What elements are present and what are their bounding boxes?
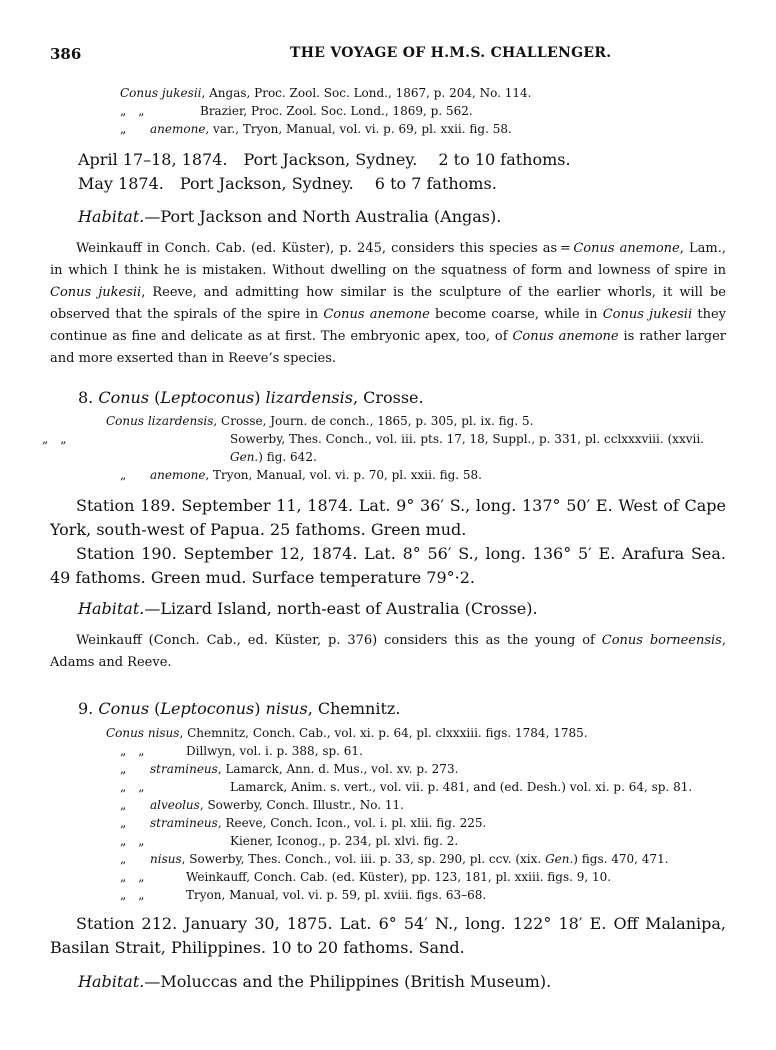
synonym-reference: , Tryon, Manual, vol. vi. p. 70, pl. xxii. fig. 58. bbox=[205, 468, 482, 482]
ditto-mark: „ bbox=[120, 816, 127, 830]
synonym-entry bbox=[106, 724, 726, 742]
synonym-reference: , Reeve, Conch. Icon., vol. i. pl. xlii. fig. 225. bbox=[217, 816, 487, 830]
station-record: Station 212. January 30, 1875. Lat. 6° 54′ N., long. 122° 18′ E. Off Malanipa, Basilan Strait, Philippines. 10 to 20 fathoms. Sand. bbox=[50, 914, 726, 957]
taxon-name: Conus anemone bbox=[573, 241, 680, 256]
page-header bbox=[50, 45, 730, 65]
ditto-mark: „ bbox=[120, 798, 127, 812]
synonym-reference: , Angas, Proc. Zool. Soc. Lond., 1867, p. 204, No. 114. bbox=[201, 86, 532, 100]
habitat-text: —Lizard Island, north-east of Australia (Crosse). bbox=[144, 599, 538, 618]
species-number: 8. bbox=[78, 388, 94, 407]
synonym-entry bbox=[120, 102, 720, 120]
species-author: , Chemnitz. bbox=[307, 699, 401, 718]
taxon-name: stramineus bbox=[150, 816, 218, 830]
station-record: May 1874. Port Jackson, Sydney. 6 to 7 fathoms. bbox=[78, 174, 497, 193]
taxon-name: Conus anemone bbox=[323, 307, 430, 322]
synonym-entry bbox=[120, 760, 726, 778]
synonymy-list bbox=[42, 412, 726, 484]
taxon-name: Conus anemone bbox=[512, 329, 619, 344]
ditto-mark: „ bbox=[120, 762, 127, 776]
synonym-reference: Brazier, Proc. Zool. Soc. Lond., 1869, p. 562. bbox=[200, 104, 473, 118]
genus-name: Conus bbox=[98, 388, 150, 407]
synonym-entry bbox=[120, 886, 726, 904]
species-heading: 8. Conus (Leptoconus) lizardensis, Crosse. bbox=[78, 388, 424, 407]
habitat-text: —Moluccas and the Philippines (British Museum). bbox=[144, 972, 552, 991]
ditto-mark: „ bbox=[120, 852, 127, 866]
species-author: , Crosse. bbox=[352, 388, 424, 407]
ditto-mark: „ „ bbox=[120, 744, 145, 758]
synonym-reference: Tryon, Manual, vol. vi. p. 59, pl. xviii. figs. 63–68. bbox=[186, 888, 487, 902]
habitat-text: —Port Jackson and North Australia (Angas). bbox=[144, 207, 502, 226]
taxon-name: Conus jukesii bbox=[50, 285, 142, 300]
ditto-mark: „ „ bbox=[120, 834, 145, 848]
ditto-mark: „ bbox=[120, 122, 127, 136]
species-number: 9. bbox=[78, 699, 94, 718]
ditto-mark: „ bbox=[120, 468, 127, 482]
ditto-mark: „ „ bbox=[120, 780, 145, 794]
station-record: April 17–18, 1874. Port Jackson, Sydney. 2 to 10 fathoms. bbox=[78, 150, 571, 169]
taxon-name: anemone bbox=[150, 122, 206, 136]
taxon-name: Conus borneensis bbox=[601, 633, 722, 648]
synonym-entry bbox=[120, 466, 726, 484]
subgenus-name: Leptoconus bbox=[160, 388, 255, 407]
habitat-label: Habitat. bbox=[78, 207, 145, 226]
habitat-line bbox=[78, 971, 551, 993]
taxon-name: Conus nisus bbox=[106, 726, 180, 740]
station-records bbox=[50, 494, 726, 590]
synonym-entry bbox=[120, 120, 720, 138]
taxon-name: Conus lizardensis bbox=[106, 414, 214, 428]
synonymy-list bbox=[106, 724, 726, 904]
ditto-mark: „ „ bbox=[42, 432, 67, 446]
station-records bbox=[50, 912, 726, 960]
taxon-name: nisus bbox=[150, 852, 182, 866]
taxon-name: anemone bbox=[150, 468, 206, 482]
running-head: THE VOYAGE OF H.M.S. CHALLENGER. bbox=[290, 45, 612, 61]
station-record: Station 189. September 11, 1874. Lat. 9° 36′ S., long. 137° 50′ E. West of Cape York, south-west of Papua. 25 fathoms. Green mud. bbox=[50, 496, 726, 539]
subgenus-name: Leptoconus bbox=[160, 699, 255, 718]
species-name: nisus bbox=[265, 699, 308, 718]
synonym-reference: Lamarck, Anim. s. vert., vol. vii. p. 481, and (ed. Desh.) vol. xi. p. 64, sp. 81. bbox=[230, 780, 693, 794]
synonym-entry bbox=[120, 868, 726, 886]
remark-paragraph: Weinkauff in Conch. Cab. (ed. Küster), p. 245, considers this species as = Conus anemone, Lam., in which I think he is mistaken. Without dwelling on the squatness of form and lowness of spire in Conus jukesii, Reeve, and admitting how similar is the sculpture of the earlier whorls, it will be observed that the spirals of the spire in Conus anemone become coarse, while in Conus jukesii they continue as fine and delicate as at first. The embryonic apex, too, of Conus anemone is rather larger and more exserted than in Reeve’s species. bbox=[50, 241, 726, 366]
synonym-reference: , Lamarck, Ann. d. Mus., vol. xv. p. 273. bbox=[217, 762, 459, 776]
synonym-entry bbox=[120, 84, 720, 102]
synonym-reference: , Sowerby, Thes. Conch., vol. iii. p. 33, sp. 290, pl. ccv. (xix. bbox=[181, 852, 542, 866]
taxon-name: stramineus bbox=[150, 762, 218, 776]
species-name: lizardensis bbox=[265, 388, 353, 407]
habitat-label: Habitat. bbox=[78, 599, 145, 618]
taxon-name: alveolus bbox=[150, 798, 200, 812]
synonym-reference: Weinkauff, Conch. Cab. (ed. Küster), pp. 123, 181, pl. xxiii. figs. 9, 10. bbox=[186, 870, 612, 884]
page-number: 386 bbox=[50, 45, 82, 63]
synonymy-list bbox=[120, 84, 720, 138]
synonym-reference: , Chemnitz, Conch. Cab., vol. xi. p. 64, pl. clxxxiii. figs. 1784, 1785. bbox=[179, 726, 588, 740]
taxon-name: Conus jukesii bbox=[120, 86, 202, 100]
synonym-entry bbox=[120, 796, 726, 814]
remark-paragraph: Weinkauff (Conch. Cab., ed. Küster, p. 376) considers this as the young of Conus borneensis, Adams and Reeve. bbox=[50, 633, 726, 670]
species-heading: 9. Conus (Leptoconus) nisus, Chemnitz. bbox=[78, 699, 401, 718]
synonym-entry bbox=[120, 778, 726, 796]
synonym-entry: „ nisus, Sowerby, Thes. Conch., vol. iii. p. 33, sp. 290, pl. ccv. (xix. Gen.) figs. 470, 471. bbox=[120, 852, 669, 866]
habitat-label: Habitat. bbox=[78, 972, 145, 991]
ditto-mark: „ „ bbox=[120, 888, 145, 902]
synonym-reference: Sowerby, Thes. Conch., vol. iii. pts. 17, 18, Suppl., p. 331, pl. cclxxxviii. (xxvii. bbox=[230, 432, 704, 446]
taxon-name: Conus jukesii bbox=[602, 307, 693, 322]
ditto-mark: „ „ bbox=[120, 870, 145, 884]
synonym-reference: , var., Tryon, Manual, vol. vi. p. 69, pl. xxii. fig. 58. bbox=[205, 122, 512, 136]
station-record: Station 190. September 12, 1874. Lat. 8° 56′ S., long. 136° 5′ E. Arafura Sea. 49 fathoms. Green mud. Surface temperature 79°·2. bbox=[50, 544, 726, 587]
genus-name: Conus bbox=[98, 699, 150, 718]
synonym-entry bbox=[120, 742, 726, 760]
ditto-mark: „ „ bbox=[120, 104, 145, 118]
synonym-reference: , Crosse, Journ. de conch., 1865, p. 305, pl. ix. fig. 5. bbox=[213, 414, 534, 428]
synonym-reference: Dillwyn, vol. i. p. 388, sp. 61. bbox=[186, 744, 363, 758]
synonym-reference: Kiener, Iconog., p. 234, pl. xlvi. fig. 2. bbox=[230, 834, 459, 848]
synonym-entry: „ „ Sowerby, Thes. Conch., vol. iii. pts. 17, 18, Suppl., p. 331, pl. cclxxxviii. (xxvii. Gen.) fig. 642. bbox=[42, 432, 704, 464]
synonym-entry bbox=[120, 814, 726, 832]
habitat-line bbox=[78, 598, 538, 620]
synonym-entry bbox=[120, 832, 726, 850]
synonym-reference: , Sowerby, Conch. Illustr., No. 11. bbox=[199, 798, 404, 812]
synonym-entry bbox=[106, 412, 726, 430]
station-records bbox=[78, 148, 718, 196]
habitat-line bbox=[78, 206, 501, 228]
